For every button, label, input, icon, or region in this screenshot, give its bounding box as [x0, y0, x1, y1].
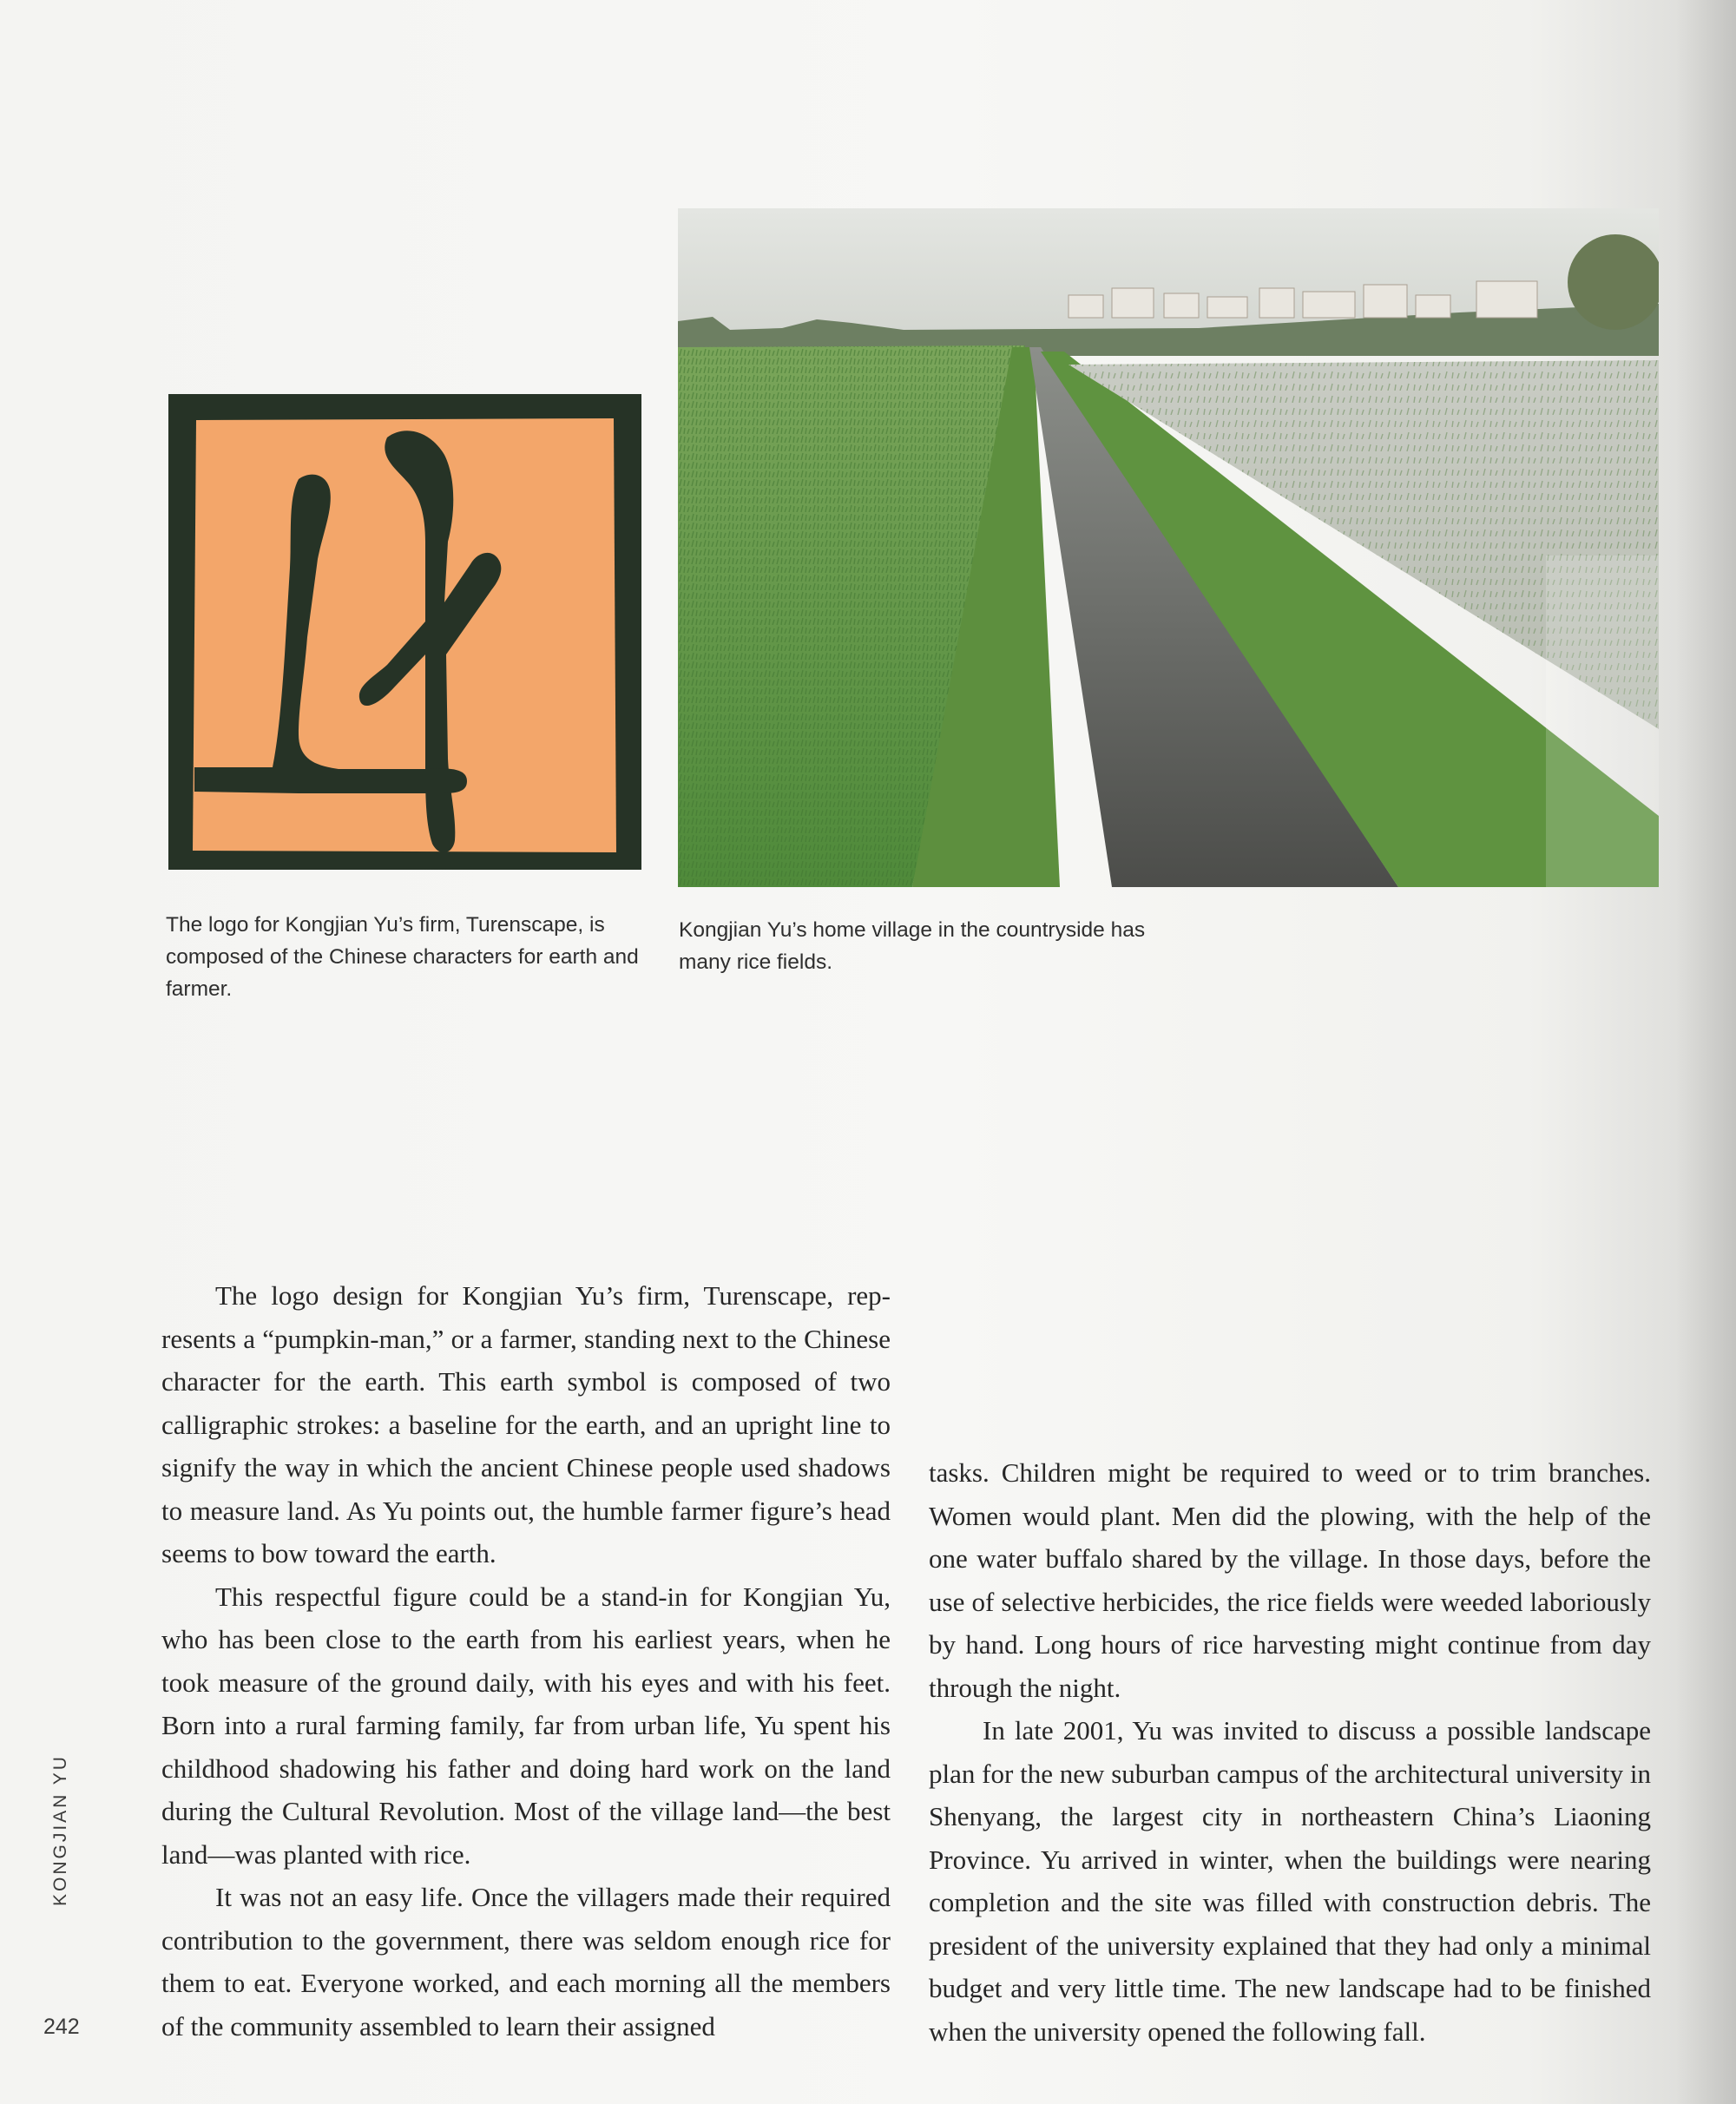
body-paragraph: It was not an easy life. Once the villagers made their required contribution to the government, there was seldom enough rice for them to eat. Everyone worked, and each morning all the members of the community assembled to learn their assigned — [161, 1882, 891, 2042]
turenscape-logo — [168, 394, 641, 870]
photo-tree-right — [1568, 234, 1659, 330]
body-paragraph: This respectful figure could be a stand-in for Kongjian Yu, who has been close to the earth from his earliest years, when he took measure of the ground daily, with his eyes and with his feet. Born into a rural farming family, far from urban life, Yu spent his childhood shadowing his father and doing hard work on the land during the Cultural Revolution. Most of the village land—the best land—was planted with rice. — [161, 1581, 891, 1870]
body-paragraph: The logo design for Kongjian Yu’s firm, Turenscape, represents a “pumpkin-man,” or a farmer, standing next to the Chinese character for the earth. This earth symbol is composed of two calligraphic strokes: a baseline for the earth, and an upright line to signify the way in which the ancient Chinese people used shadows to measure land. As Yu points out, the humble farmer figure’s head seems to bow toward the earth. — [161, 1280, 891, 1568]
paragraph-text: In late — [983, 1715, 1063, 1746]
running-head: KONGJIAN YU — [50, 1754, 70, 1906]
logo-caption: The logo for Kongjian Yu’s firm, Turenscape, is composed of the Chinese characters for earth and farmer. — [166, 913, 639, 1001]
body-column-left — [161, 1274, 891, 2048]
page-edge-shadow — [1675, 0, 1736, 2104]
year-text: 2001 — [1062, 1715, 1117, 1746]
page-number: 242 — [43, 2015, 80, 2039]
body-paragraph-continued: tasks. Children might be required to weed or to trim branches. Women would plant. Men did the plowing, with the help of the one water buffalo shared by the village. In those days, before the use of selective herbicides, the rice fields were weeded laboriously by hand. Long hours of rice harvesting might continue from day through the night. — [929, 1457, 1651, 1703]
rice-field-photo — [678, 208, 1659, 887]
paragraph-text: , Yu was invited to discuss a possible landscape plan for the new suburban campus of the architectural university in Shenyang, the largest city in northeastern China’s Liaoning Province. Yu arrived in winter, when the buildings were nearing completion and the site was filled with construction debris. The president of the university explained that they had only a minimal budget and very little time. The new landscape had to be finished when the university opened the following fall. — [929, 1715, 1651, 2047]
body-column-right — [929, 1451, 1651, 2053]
photo-caption: Kongjian Yu’s home village in the countryside has many rice fields. — [679, 918, 1146, 974]
body-paragraph — [929, 1709, 1651, 2053]
